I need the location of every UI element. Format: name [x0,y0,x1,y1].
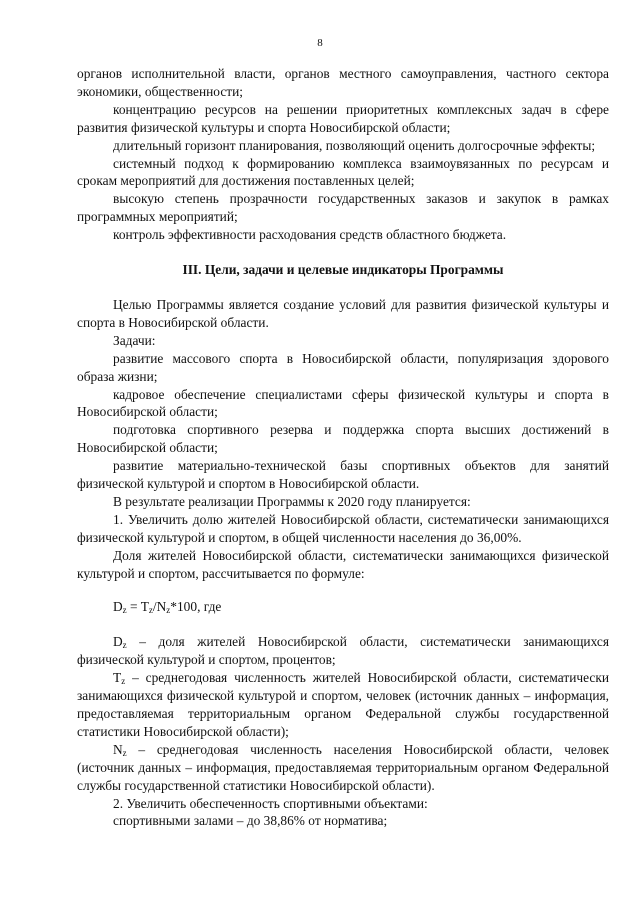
body-text [77,65,609,830]
def-symbol: T [113,670,122,686]
def-text: – среднегодовая численность жителей Новосибирской области, систематически занимающихся физической культурой и спортом, человек (источник данных – информация, предоставляемая территориальным органом Федеральной службы государственной статистики Новосибирской области); [77,670,609,739]
def-symbol: N [113,741,123,757]
def-text: – среднегодовая численность населения Новосибирской области, человек (источник данных – информация, предоставляемая территориальным органом Федеральной службы государственной статистики Новосибирской области). [77,741,609,793]
formula-eq: = [126,599,141,615]
def-text: – доля жителей Новосибирской области, систематически занимающихся физической культурой и спортом, процентов; [77,634,609,668]
target-item-2-sub: спортивными залами – до 38,86% от норматива; [113,813,388,829]
definition-n [77,741,609,795]
formula [77,598,609,616]
def-sub: z [122,640,127,651]
def-sub: z [122,747,127,758]
formula-intro: Доля жителей Новосибирской области, систематически занимающихся физической культурой и спортом, рассчитывается по формуле: [77,547,609,581]
formula-n: N [156,599,167,615]
formula-d: D [113,599,123,615]
paragraph: системный подход к формированию комплекса взаимоувязанных по ресурсам и срокам мероприятий для достижения поставленных целей; [77,155,609,189]
formula-tail: *100, где [170,599,222,615]
paragraph: высокую степень прозрачности государственных заказов и закупок в рамках программных мероприятий; [77,191,609,225]
def-symbol: D [113,634,123,650]
task-item: подготовка спортивного резерва и поддержка спорта высших достижений в Новосибирской области; [77,422,609,456]
task-item: развитие массового спорта в Новосибирской области, популяризация здорового образа жизни; [77,350,609,384]
task-item: развитие материально-технической базы спортивных объектов для занятий физической культурой и спортом в Новосибирской области. [77,458,609,492]
formula-sub: z [122,605,127,616]
page-number: 8 [317,37,323,49]
goal-paragraph: Целью Программы является создание условий для развития физической культуры и спорта в Новосибирской области. [77,296,609,330]
paragraph: органов исполнительной власти, органов местного самоуправления, частного сектора экономики, общественности; [77,66,609,99]
paragraph: длительный горизонт планирования, позволяющий оценить долгосрочные эффекты; [113,137,596,153]
formula-sub: z [148,605,153,616]
formula-slash: / [152,599,157,615]
task-item: кадровое обеспечение специалистами сферы физической культуры и спорта в Новосибирской области; [77,386,609,420]
definition-t [77,669,609,741]
def-sub: z [121,676,126,687]
target-item-2: 2. Увеличить обеспеченность спортивными объектами: [113,795,428,811]
formula-sub: z [166,605,171,616]
paragraph: контроль эффективности расходования средств областного бюджета. [113,227,507,243]
formula-t: T [140,599,149,615]
target-item-1: 1. Увеличить долю жителей Новосибирской области, систематически занимающихся физической культурой и спортом, в общей численности населения до 36,00%. [77,511,609,545]
section-heading: III. Цели, задачи и целевые индикаторы Программы [182,262,504,278]
result-intro: В результате реализации Программы к 2020 году планируется: [113,493,471,509]
tasks-label: Задачи: [113,332,156,348]
definition-d [77,633,609,669]
paragraph: концентрацию ресурсов на решении приоритетных комплексных задач в сфере развития физической культуры и спорта Новосибирской области; [77,101,609,135]
